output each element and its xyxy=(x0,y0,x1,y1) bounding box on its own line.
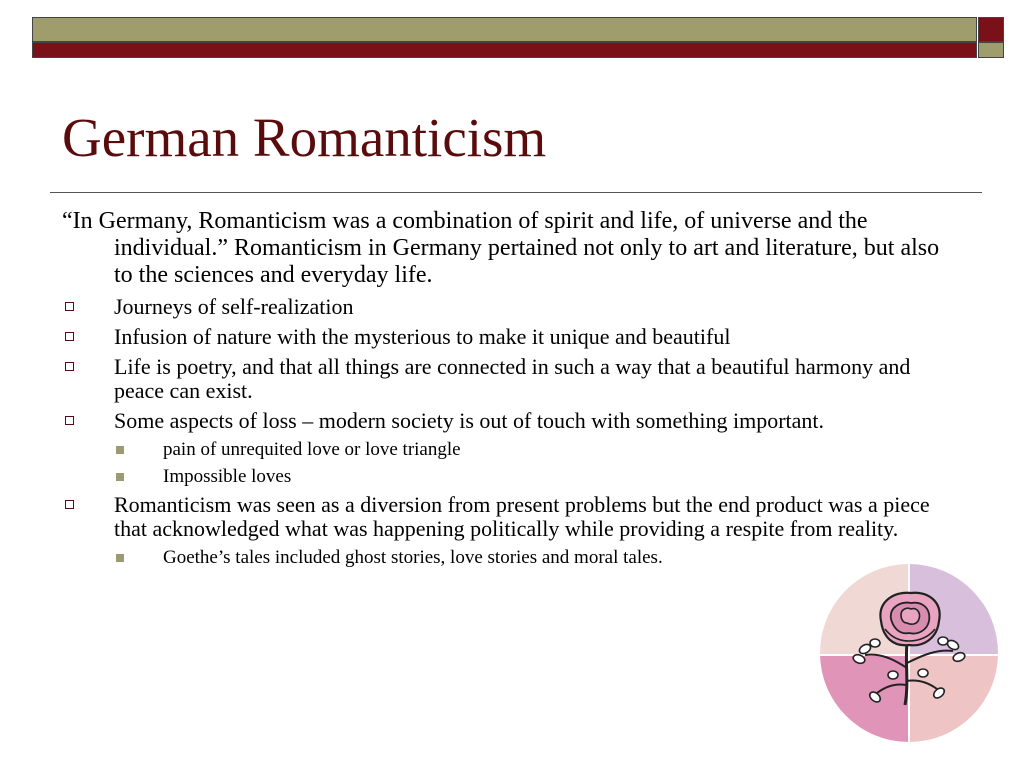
sub-bullet-text: pain of unrequited love or love triangle xyxy=(163,439,461,460)
header-band-red xyxy=(32,42,977,58)
hollow-square-icon xyxy=(65,362,74,371)
sub-bullet-item xyxy=(62,439,962,461)
rose-icon xyxy=(819,563,999,743)
hollow-square-icon xyxy=(65,332,74,341)
header-corner-red xyxy=(978,17,1004,42)
header-corner-olive xyxy=(978,42,1004,58)
hollow-square-icon xyxy=(65,302,74,311)
bullet-text: Some aspects of loss – modern society is out of touch with something important. xyxy=(114,408,825,433)
bullet-item xyxy=(62,493,962,541)
hollow-square-icon xyxy=(65,416,74,425)
filled-square-icon xyxy=(116,446,124,454)
bullet-list xyxy=(62,295,962,569)
filled-square-icon xyxy=(116,473,124,481)
bullet-text: Romanticism was seen as a diversion from present problems but the end product was a piece that acknowledged what was happening politically while providing a respite from reality. xyxy=(114,492,930,541)
intro-paragraph: “In Germany, Romanticism was a combination of spirit and life, of universe and the individual.” Romanticism in Germany pertained not only to art and literature, but also to the sciences and everyday life. xyxy=(62,208,940,288)
filled-square-icon xyxy=(116,554,124,562)
bullet-text: Journeys of self-realization xyxy=(114,294,354,319)
title-divider xyxy=(50,192,982,193)
sub-bullet-item xyxy=(62,466,962,488)
slide-body xyxy=(62,208,962,574)
bullet-item xyxy=(62,295,962,319)
slide-title: German Romanticism xyxy=(62,107,547,168)
sub-bullet-text: Impossible loves xyxy=(163,466,292,487)
bullet-item xyxy=(62,355,962,403)
bullet-text: Infusion of nature with the mysterious to make it unique and beautiful xyxy=(114,324,731,349)
hollow-square-icon xyxy=(65,500,74,509)
bullet-text: Life is poetry, and that all things are connected in such a way that a beautiful harmony and peace can exist. xyxy=(114,354,911,403)
bullet-item xyxy=(62,409,962,433)
bullet-item xyxy=(62,325,962,349)
sub-bullet-text: Goethe’s tales included ghost stories, love stories and moral tales. xyxy=(163,547,663,568)
header-band-olive xyxy=(32,17,977,42)
